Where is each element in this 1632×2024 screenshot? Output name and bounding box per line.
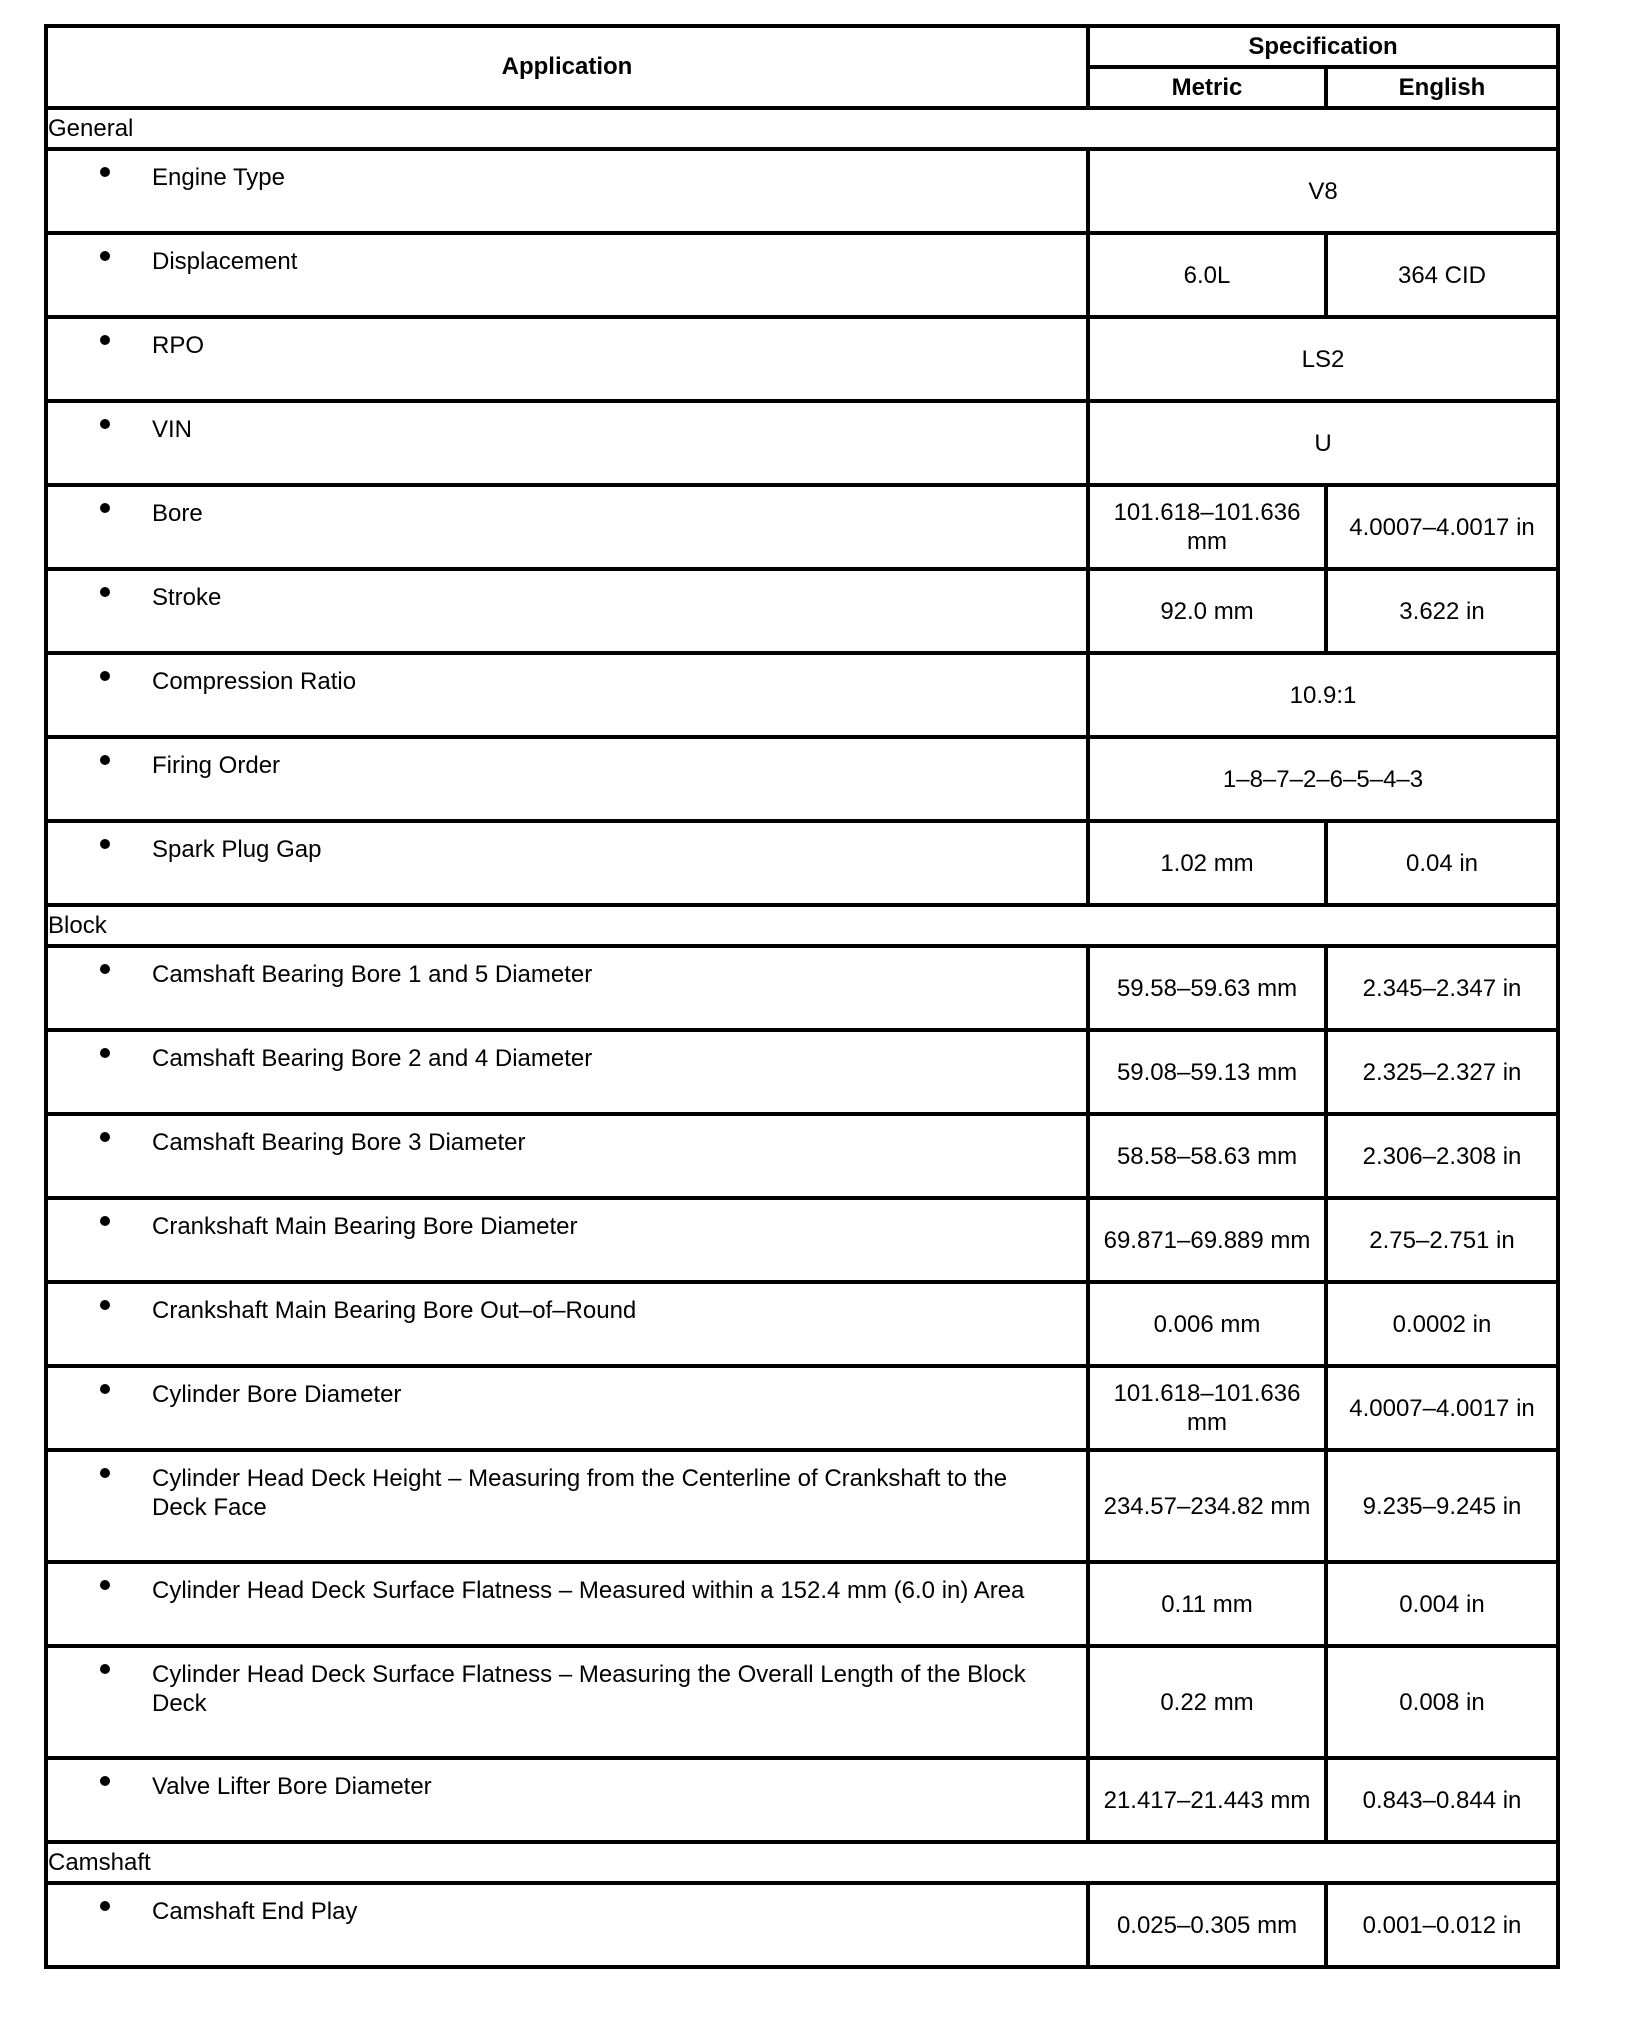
bullet-icon bbox=[100, 964, 110, 974]
table-row bbox=[46, 1198, 1558, 1282]
section-title: Camshaft bbox=[46, 1842, 1558, 1883]
application-cell bbox=[46, 569, 1088, 653]
section-title: General bbox=[46, 108, 1558, 149]
section-title: Block bbox=[46, 905, 1558, 946]
table-row bbox=[46, 1282, 1558, 1366]
english-value: 0.001–0.012 in bbox=[1326, 1883, 1558, 1967]
english-value: 4.0007–4.0017 in bbox=[1326, 1366, 1558, 1450]
english-value: 4.0007–4.0017 in bbox=[1326, 485, 1558, 569]
spec-value: LS2 bbox=[1088, 317, 1558, 401]
bullet-icon bbox=[100, 587, 110, 597]
english-header: English bbox=[1326, 67, 1558, 108]
application-cell bbox=[46, 149, 1088, 233]
metric-value: 58.58–58.63 mm bbox=[1088, 1114, 1326, 1198]
item-label: Bore bbox=[152, 500, 203, 527]
table-row bbox=[46, 1562, 1558, 1646]
metric-value: 21.417–21.443 mm bbox=[1088, 1758, 1326, 1842]
table-row bbox=[46, 317, 1558, 401]
table-row bbox=[46, 653, 1558, 737]
english-value: 3.622 in bbox=[1326, 569, 1558, 653]
specification-table bbox=[44, 24, 1560, 1969]
application-cell bbox=[46, 737, 1088, 821]
application-cell bbox=[46, 946, 1088, 1030]
bullet-icon bbox=[100, 251, 110, 261]
bullet-icon bbox=[100, 419, 110, 429]
spec-value: 1–8–7–2–6–5–4–3 bbox=[1088, 737, 1558, 821]
item-label: VIN bbox=[152, 416, 193, 443]
item-label: RPO bbox=[152, 332, 205, 359]
application-cell bbox=[46, 233, 1088, 317]
table-row bbox=[46, 569, 1558, 653]
section-row bbox=[46, 108, 1558, 149]
metric-value: 59.58–59.63 mm bbox=[1088, 946, 1326, 1030]
table-row bbox=[46, 946, 1558, 1030]
application-cell bbox=[46, 1366, 1088, 1450]
table-row bbox=[46, 233, 1558, 317]
english-value: 0.0002 in bbox=[1326, 1282, 1558, 1366]
bullet-icon bbox=[100, 1901, 110, 1911]
item-label: Cylinder Head Deck Surface Flatness – Measuring the Overall Length of the Block Deck bbox=[152, 1661, 1026, 1717]
table-row bbox=[46, 1366, 1558, 1450]
english-value: 364 CID bbox=[1326, 233, 1558, 317]
item-label: Spark Plug Gap bbox=[152, 836, 322, 863]
metric-value: 234.57–234.82 mm bbox=[1088, 1450, 1326, 1562]
bullet-icon bbox=[100, 167, 110, 177]
bullet-icon bbox=[100, 1132, 110, 1142]
application-cell bbox=[46, 1198, 1088, 1282]
metric-value: 6.0L bbox=[1088, 233, 1326, 317]
section-row bbox=[46, 1842, 1558, 1883]
table-row bbox=[46, 149, 1558, 233]
metric-value: 0.025–0.305 mm bbox=[1088, 1883, 1326, 1967]
application-cell bbox=[46, 1562, 1088, 1646]
bullet-icon bbox=[100, 1580, 110, 1590]
item-label: Camshaft Bearing Bore 2 and 4 Diameter bbox=[152, 1045, 593, 1072]
table-row bbox=[46, 1646, 1558, 1758]
table-row bbox=[46, 1030, 1558, 1114]
application-cell bbox=[46, 317, 1088, 401]
table-row bbox=[46, 1883, 1558, 1967]
bullet-icon bbox=[100, 671, 110, 681]
item-label: Compression Ratio bbox=[152, 668, 357, 695]
bullet-icon bbox=[100, 1468, 110, 1478]
metric-value: 0.11 mm bbox=[1088, 1562, 1326, 1646]
application-cell bbox=[46, 1758, 1088, 1842]
application-cell bbox=[46, 1030, 1088, 1114]
metric-header: Metric bbox=[1088, 67, 1326, 108]
application-header: Application bbox=[46, 26, 1088, 108]
metric-value: 0.006 mm bbox=[1088, 1282, 1326, 1366]
item-label: Camshaft Bearing Bore 1 and 5 Diameter bbox=[152, 961, 593, 988]
english-value: 0.004 in bbox=[1326, 1562, 1558, 1646]
metric-value: 59.08–59.13 mm bbox=[1088, 1030, 1326, 1114]
bullet-icon bbox=[100, 1776, 110, 1786]
application-cell bbox=[46, 401, 1088, 485]
english-value: 0.008 in bbox=[1326, 1646, 1558, 1758]
item-label: Firing Order bbox=[152, 752, 281, 779]
spec-value: V8 bbox=[1088, 149, 1558, 233]
item-label: Cylinder Head Deck Height – Measuring from the Centerline of Crankshaft to the Deck Face bbox=[152, 1465, 1008, 1521]
application-cell bbox=[46, 1114, 1088, 1198]
table-row bbox=[46, 485, 1558, 569]
application-cell bbox=[46, 653, 1088, 737]
item-label: Cylinder Head Deck Surface Flatness – Measured within a 152.4 mm (6.0 in) Area bbox=[152, 1577, 1025, 1604]
bullet-icon bbox=[100, 1664, 110, 1674]
bullet-icon bbox=[100, 503, 110, 513]
english-value: 0.04 in bbox=[1326, 821, 1558, 905]
item-label: Camshaft End Play bbox=[152, 1898, 358, 1925]
table-row bbox=[46, 821, 1558, 905]
application-cell bbox=[46, 1450, 1088, 1562]
spec-value: 10.9:1 bbox=[1088, 653, 1558, 737]
header-row bbox=[46, 26, 1558, 67]
metric-value: 101.618–101.636 mm bbox=[1088, 1366, 1326, 1450]
application-cell bbox=[46, 821, 1088, 905]
item-label: Valve Lifter Bore Diameter bbox=[152, 1773, 432, 1800]
application-cell bbox=[46, 485, 1088, 569]
spec-value: U bbox=[1088, 401, 1558, 485]
bullet-icon bbox=[100, 1384, 110, 1394]
application-cell bbox=[46, 1646, 1088, 1758]
table-row bbox=[46, 737, 1558, 821]
application-cell bbox=[46, 1883, 1088, 1967]
english-value: 2.75–2.751 in bbox=[1326, 1198, 1558, 1282]
bullet-icon bbox=[100, 1216, 110, 1226]
item-label: Displacement bbox=[152, 248, 298, 275]
english-value: 2.345–2.347 in bbox=[1326, 946, 1558, 1030]
metric-value: 101.618–101.636 mm bbox=[1088, 485, 1326, 569]
english-value: 9.235–9.245 in bbox=[1326, 1450, 1558, 1562]
item-label: Crankshaft Main Bearing Bore Out–of–Round bbox=[152, 1297, 637, 1324]
metric-value: 92.0 mm bbox=[1088, 569, 1326, 653]
item-label: Engine Type bbox=[152, 164, 285, 191]
table-row bbox=[46, 401, 1558, 485]
item-label: Camshaft Bearing Bore 3 Diameter bbox=[152, 1129, 526, 1156]
bullet-icon bbox=[100, 1300, 110, 1310]
metric-value: 0.22 mm bbox=[1088, 1646, 1326, 1758]
table-row bbox=[46, 1114, 1558, 1198]
item-label: Cylinder Bore Diameter bbox=[152, 1381, 402, 1408]
bullet-icon bbox=[100, 755, 110, 765]
metric-value: 1.02 mm bbox=[1088, 821, 1326, 905]
bullet-icon bbox=[100, 839, 110, 849]
item-label: Stroke bbox=[152, 584, 222, 611]
application-cell bbox=[46, 1282, 1088, 1366]
bullet-icon bbox=[100, 335, 110, 345]
english-value: 2.306–2.308 in bbox=[1326, 1114, 1558, 1198]
section-row bbox=[46, 905, 1558, 946]
table-row bbox=[46, 1758, 1558, 1842]
table-row bbox=[46, 1450, 1558, 1562]
english-value: 2.325–2.327 in bbox=[1326, 1030, 1558, 1114]
bullet-icon bbox=[100, 1048, 110, 1058]
english-value: 0.843–0.844 in bbox=[1326, 1758, 1558, 1842]
specification-header: Specification bbox=[1088, 26, 1558, 67]
metric-value: 69.871–69.889 mm bbox=[1088, 1198, 1326, 1282]
item-label: Crankshaft Main Bearing Bore Diameter bbox=[152, 1213, 578, 1240]
